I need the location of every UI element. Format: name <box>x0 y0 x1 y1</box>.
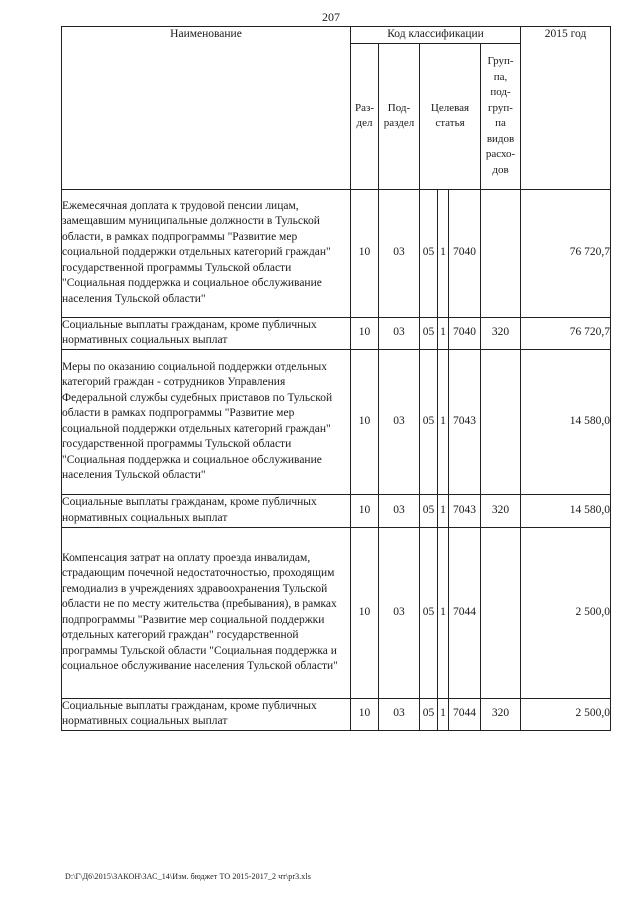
cell-cs1: 05 <box>420 698 438 730</box>
header-group: Груп- па, под- груп- па видов расхо- дов <box>481 43 521 189</box>
cell-cs2: 1 <box>438 189 449 317</box>
cell-razdel: 10 <box>351 527 379 698</box>
cell-podrazdel: 03 <box>379 698 420 730</box>
row-name: Меры по оказанию социальной поддержки отдельных категорий граждан - сотрудников Управления Федеральной службы судебных приставов по Тульской области в рамках подпрограммы "Развитие мер социальной поддержки отдельных категорий граждан" государственной программы Тульской области "Социальная поддержка и социальное обслуживание населения Тульской области" <box>62 349 351 494</box>
cell-podrazdel: 03 <box>379 527 420 698</box>
cell-podrazdel: 03 <box>379 317 420 349</box>
table-row <box>62 317 611 349</box>
cell-amount: 2 500,0 <box>521 527 611 698</box>
cell-group <box>481 349 521 494</box>
cell-cs2: 1 <box>438 698 449 730</box>
cell-razdel: 10 <box>351 494 379 527</box>
cell-amount: 2 500,0 <box>521 698 611 730</box>
cell-cs1: 05 <box>420 527 438 698</box>
cell-cs3: 7044 <box>449 698 481 730</box>
header-classification: Код классификации <box>351 27 521 44</box>
row-name: Ежемесячная доплата к трудовой пенсии лицам, замещавшим муниципальные должности в Тульской области, в рамках подпрограммы "Развитие мер социальной поддержки отдельных категорий граждан" государственной программы Тульской области "Социальная поддержка и социальное обслуживание населения Тульской области" <box>62 189 351 317</box>
cell-cs2: 1 <box>438 317 449 349</box>
cell-podrazdel: 03 <box>379 349 420 494</box>
row-name: Компенсация затрат на оплату проезда инвалидам, страдающим почечной недостаточностью, проходящим гемодиализ в учреждениях здравоохранения Тульской области не по месту жительства (пребывания), в рамках подпрограммы "Развитие мер социальной поддержки отдельных категорий граждан" государственной программы Тульской области "Социальная поддержка и социальное обслуживание населения Тульской области" <box>62 527 351 698</box>
cell-cs1: 05 <box>420 317 438 349</box>
page-number: 207 <box>322 10 340 24</box>
cell-podrazdel: 03 <box>379 494 420 527</box>
table-row <box>62 698 611 730</box>
header-row-top <box>62 27 611 44</box>
cell-cs1: 05 <box>420 189 438 317</box>
cell-cs2: 1 <box>438 349 449 494</box>
cell-group: 320 <box>481 494 521 527</box>
row-name: Социальные выплаты гражданам, кроме публичных нормативных социальных выплат <box>62 698 351 730</box>
table-row <box>62 349 611 494</box>
footer-file-path: D:\Г\Д6\2015\ЗАКОН\ЗАС_14\Изм. бюджет ТО 2015-2017_2 чт\pr3.xls <box>65 872 311 881</box>
budget-table <box>61 26 611 731</box>
cell-group <box>481 527 521 698</box>
row-name: Социальные выплаты гражданам, кроме публичных нормативных социальных выплат <box>62 317 351 349</box>
cell-razdel: 10 <box>351 698 379 730</box>
header-target: Целевая статья <box>420 43 481 189</box>
table-row <box>62 494 611 527</box>
table-row <box>62 189 611 317</box>
cell-group: 320 <box>481 698 521 730</box>
cell-cs3: 7043 <box>449 494 481 527</box>
cell-cs3: 7043 <box>449 349 481 494</box>
cell-group <box>481 189 521 317</box>
cell-cs2: 1 <box>438 494 449 527</box>
cell-razdel: 10 <box>351 317 379 349</box>
table-row <box>62 527 611 698</box>
cell-amount: 14 580,0 <box>521 494 611 527</box>
cell-cs2: 1 <box>438 527 449 698</box>
cell-razdel: 10 <box>351 349 379 494</box>
cell-cs1: 05 <box>420 494 438 527</box>
header-name: Наименование <box>62 27 351 190</box>
cell-cs1: 05 <box>420 349 438 494</box>
cell-group: 320 <box>481 317 521 349</box>
cell-amount: 14 580,0 <box>521 349 611 494</box>
cell-amount: 76 720,7 <box>521 189 611 317</box>
cell-razdel: 10 <box>351 189 379 317</box>
header-year: 2015 год <box>521 27 611 190</box>
cell-cs3: 7044 <box>449 527 481 698</box>
cell-podrazdel: 03 <box>379 189 420 317</box>
cell-cs3: 7040 <box>449 317 481 349</box>
header-razdel: Раз- дел <box>351 43 379 189</box>
row-name: Социальные выплаты гражданам, кроме публичных нормативных социальных выплат <box>62 494 351 527</box>
cell-cs3: 7040 <box>449 189 481 317</box>
header-podrazdel: Под- раздел <box>379 43 420 189</box>
cell-amount: 76 720,7 <box>521 317 611 349</box>
